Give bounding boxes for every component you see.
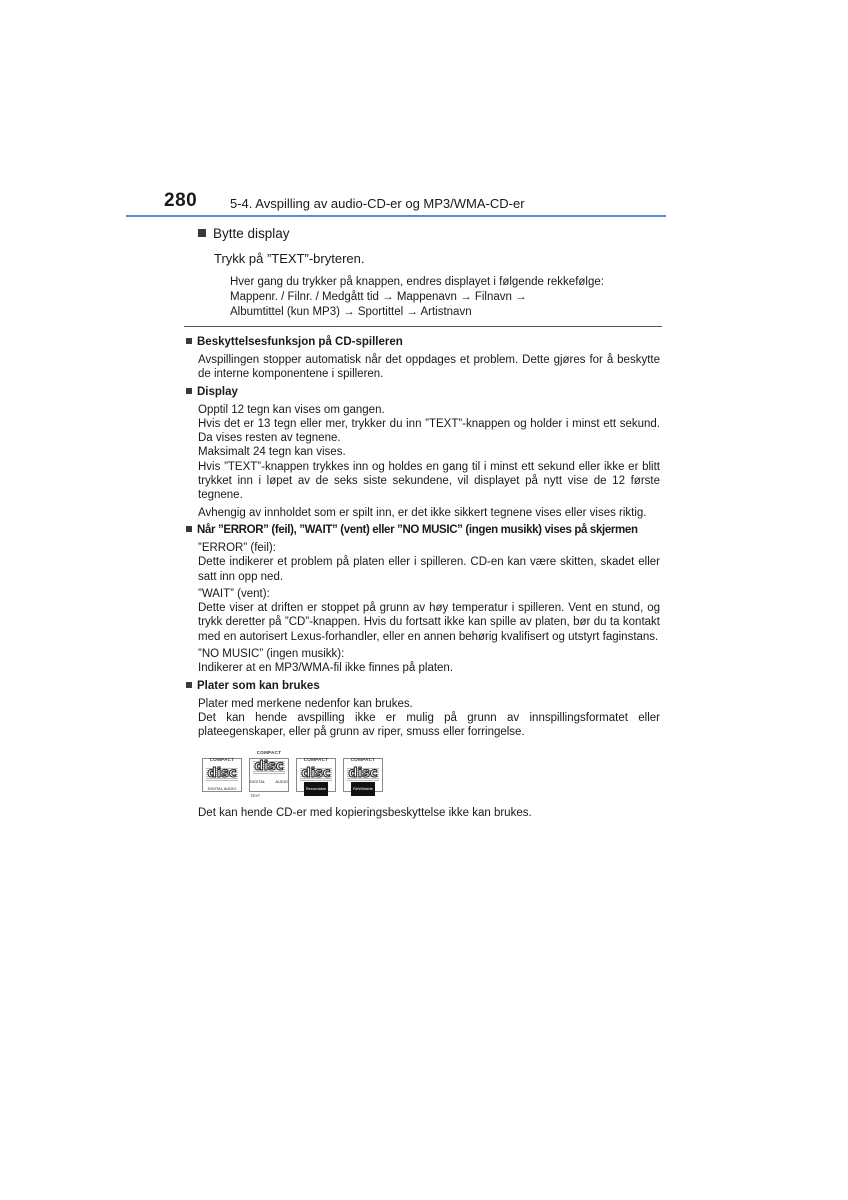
note-heading-discs: [186, 679, 660, 694]
instruction-text: Trykk på ”TEXT”-bryteren.: [214, 251, 365, 266]
square-bullet-icon: [186, 682, 192, 688]
logo-bottom-text: DIGITAL AUDIO TEXT: [250, 778, 288, 799]
note-heading-errors: [186, 523, 660, 538]
note-line: Hver gang du trykker på knappen, endres displayet i følgende rekkefølge:: [230, 276, 604, 288]
disc-logos: [202, 749, 660, 799]
paragraph: Hvis ”TEXT”-knappen trykkes inn og holdes en gang til i minst ett sekund eller ikke er blitt trykket inn i løpet av de seks siste sekundene, vil displayet på nytt vise de 12 første tegnene.: [198, 460, 660, 502]
logo-top-text: COMPACT: [209, 756, 235, 762]
logo-disc-text: disc: [207, 766, 237, 782]
compact-disc-recordable-logo: [296, 758, 336, 792]
paragraph: Opptil 12 tegn kan vises om gangen.: [198, 403, 385, 416]
paragraph: Det kan hende CD-er med kopieringsbeskyttelse ikke kan brukes.: [198, 806, 532, 819]
note-line: Mappenr. / Filnr. / Medgått tid → Mappenavn → Filnavn →: [230, 291, 527, 303]
logo-top-text: COMPACT: [350, 756, 376, 762]
square-bullet-icon: [186, 338, 192, 344]
wait-label: ”WAIT” (vent):: [198, 587, 270, 600]
logo-disc-text: disc: [348, 766, 378, 782]
compact-disc-rewritable-logo: [343, 758, 383, 792]
header-rule: [126, 215, 666, 217]
paragraph: Hvis det er 13 tegn eller mer, trykker du inn ”TEXT”-knappen og holder i minst ett sekund. Da vises resten av tegnene.: [198, 417, 660, 445]
display-order-note: [230, 275, 660, 320]
note-body-protection: [198, 353, 660, 382]
bytte-display-heading-text: Bytte display: [213, 226, 290, 241]
note-body-discs: [198, 697, 660, 820]
logo-disc-text: disc: [301, 766, 331, 782]
note-heading-text: Plater som kan brukes: [197, 679, 320, 692]
nomusic-label: ”NO MUSIC” (ingen musikk):: [198, 648, 345, 661]
compact-disc-text-logo: [249, 749, 289, 799]
paragraph: Indikerer at en MP3/WMA-fil ikke finnes på platen.: [198, 662, 454, 675]
square-bullet-icon: [198, 229, 206, 237]
logo-bottom-text: DIGITAL AUDIO: [207, 786, 237, 792]
logo-top-text: COMPACT: [256, 749, 282, 755]
note-heading-text: Display: [197, 385, 238, 398]
section-title: 5-4. Avspilling av audio-CD-er og MP3/WMA-CD-er: [230, 196, 525, 211]
note-line: Albumtittel (kun MP3) → Sportittel → Artistnavn: [230, 306, 472, 318]
logo-bottom-text: ReWritable: [351, 782, 375, 796]
bytte-display-heading: [198, 226, 668, 241]
compact-disc-logo: [202, 758, 242, 792]
paragraph: Maksimalt 24 tegn kan vises.: [198, 446, 346, 459]
section-divider: [184, 326, 662, 327]
paragraph: Det kan hende avspilling ikke er mulig på grunn av innspillingsformatet eller plateegenskaper, eller på grunn av riper, smuss eller forringelse.: [198, 711, 660, 739]
note-body-errors: [198, 541, 660, 676]
paragraph: Dette indikerer et problem på platen eller i spilleren. CD-en kan være skitten, skadet eller satt inn opp ned.: [198, 556, 660, 583]
page-number: 280: [164, 190, 198, 211]
paragraph: Avhengig av innholdet som er spilt inn, er det ikke sikkert tegnene vises eller vises riktig.: [198, 506, 647, 519]
note-body-display: [198, 403, 660, 520]
square-bullet-icon: [186, 526, 192, 532]
note-heading-display: [186, 385, 660, 400]
notes-section: [186, 335, 660, 823]
bytte-display-section: [198, 226, 668, 320]
paragraph: Avspillingen stopper automatisk når det oppdages et problem. Dette gjøres for å beskytte de interne komponentene i spilleren.: [198, 354, 660, 381]
paragraph: Plater med merkene nedenfor kan brukes.: [198, 697, 413, 710]
logo-bottom-text: Recordable: [304, 782, 328, 796]
error-label: ”ERROR” (feil):: [198, 541, 276, 554]
note-heading-text: Når ”ERROR” (feil), ”WAIT” (vent) eller ”NO MUSIC” (ingen musikk) vises på skjermen: [197, 523, 638, 536]
logo-top-text: COMPACT: [303, 756, 329, 762]
square-bullet-icon: [186, 388, 192, 394]
paragraph: Dette viser at driften er stoppet på grunn av høy temperatur i spilleren. Vent en stund, og trykk deretter på ”CD”-knappen. Hvis du fortsatt ikke kan spille av platen, bør du ta kontakt med en autorisert Lexus-forhandler, eller en annen behørig kvalifisert og utstyrt faginstans.: [198, 602, 660, 643]
note-heading-text: Beskyttelsesfunksjon på CD-spilleren: [197, 336, 403, 348]
logo-disc-text: disc: [254, 758, 284, 774]
note-heading-protection: [186, 335, 660, 350]
